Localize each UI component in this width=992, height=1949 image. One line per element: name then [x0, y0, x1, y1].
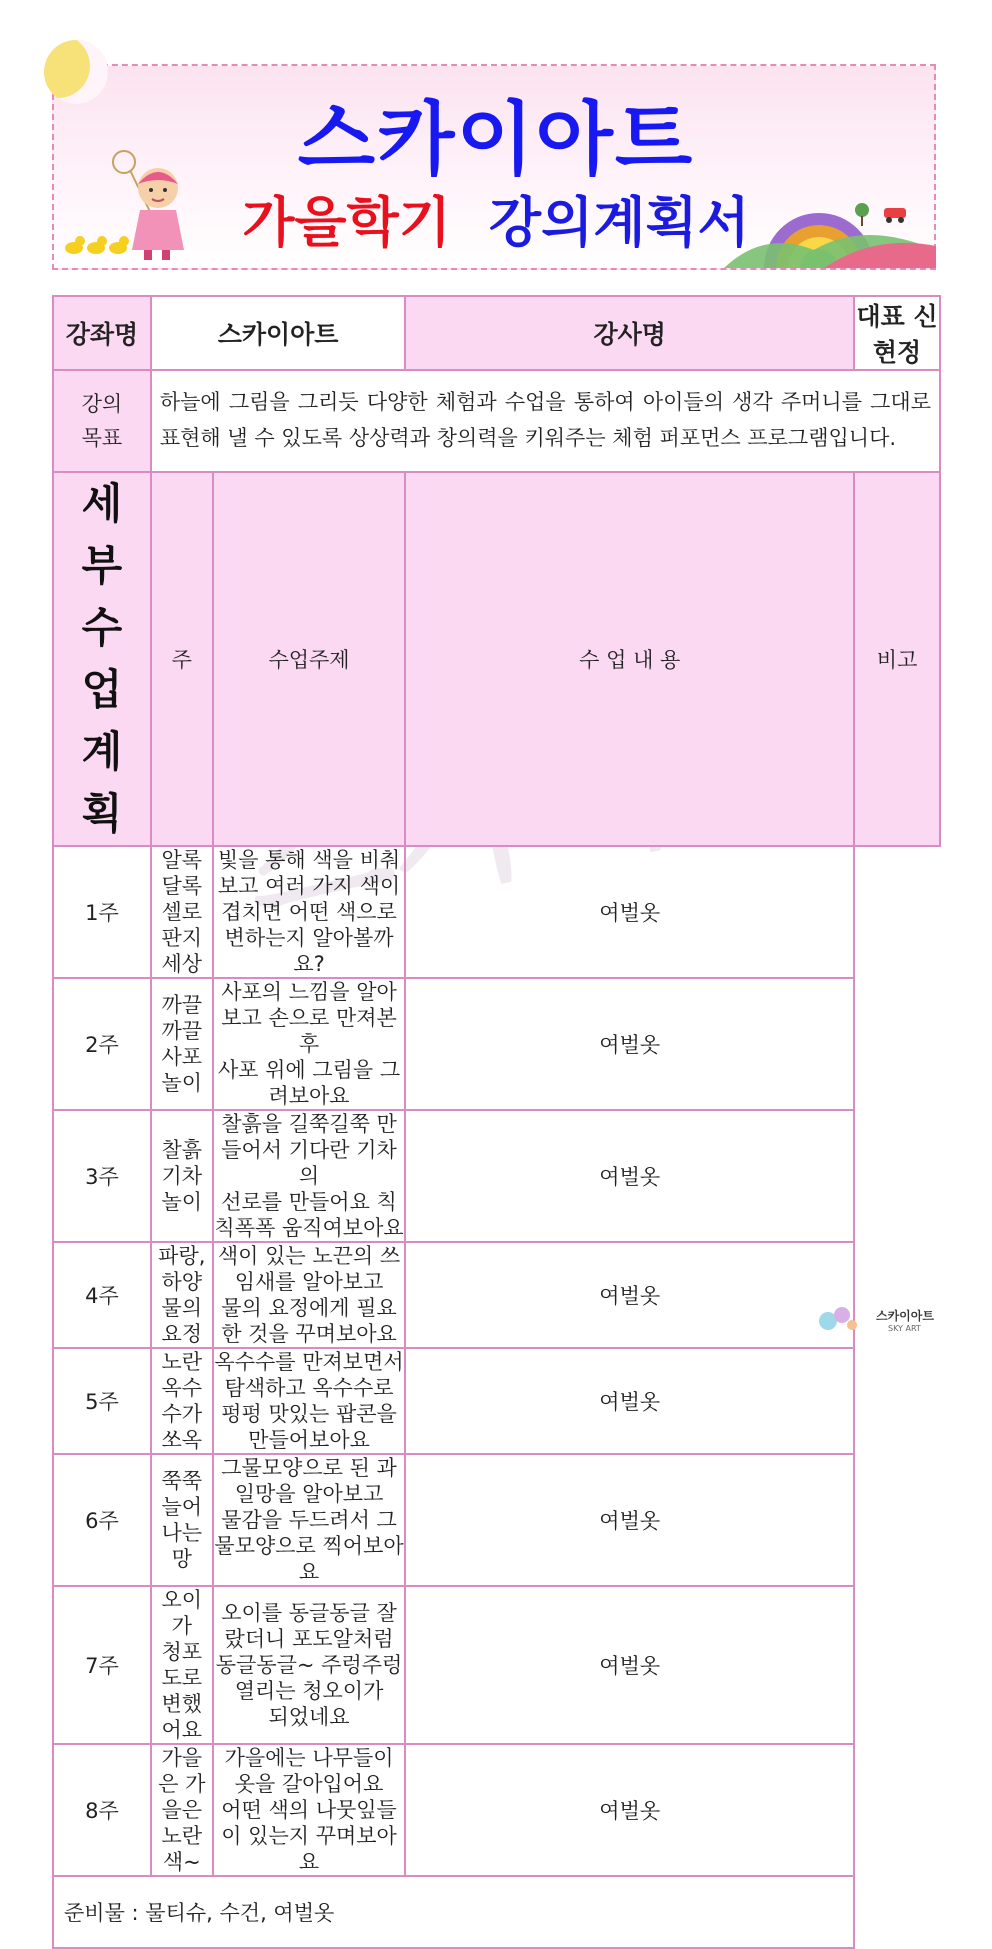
plan-row	[53, 1454, 940, 1586]
plan-topic-line: 물의 요정	[161, 1296, 203, 1346]
plan-topic	[151, 1348, 213, 1454]
plan-row	[53, 978, 940, 1110]
plan-content	[213, 1586, 406, 1744]
section-char: 업	[81, 665, 123, 714]
section-char: 세	[81, 479, 123, 528]
column-header-week: 주	[151, 472, 213, 846]
plan-topic-line: 쏘옥	[161, 1428, 203, 1452]
goal-row	[53, 370, 940, 472]
goal-label	[53, 370, 151, 472]
subtitle-semester: 가을학기	[242, 191, 451, 254]
page-title: 스카이아트	[297, 93, 695, 186]
plan-row	[53, 1348, 940, 1454]
plan-content-line: 겹치면 어떤 색으로 변하는지 알아볼까요?	[221, 900, 397, 976]
plan-content	[213, 1454, 406, 1586]
plan-note: 여벌옷	[405, 1744, 854, 1876]
plan-week: 6주	[53, 1454, 151, 1586]
plan-topic-line: 찰흙 기차놀이	[161, 1138, 203, 1214]
plan-content	[213, 1110, 406, 1242]
plan-topic-line: 알록달록	[161, 848, 203, 898]
goal-label-line2: 목표	[81, 426, 123, 450]
section-char: 수	[81, 603, 123, 652]
plan-note: 여벌옷	[405, 1348, 854, 1454]
plan-week: 1주	[53, 846, 151, 978]
plan-note: 여벌옷	[405, 978, 854, 1110]
course-info-row	[53, 296, 940, 370]
plan-topic	[151, 1110, 213, 1242]
plan-content	[213, 846, 406, 978]
plan-topic-line: 변했어요	[161, 1692, 203, 1742]
plan-content-line: 사포의 느낌을 알아보고 손으로 만져본 후	[221, 980, 397, 1056]
plan-content-line: 선로를 만들어요 칙칙폭폭 움직여보아요	[214, 1190, 404, 1240]
plan-note: 여벌옷	[405, 1586, 854, 1744]
plan-topic-line: 파랑, 하양	[158, 1244, 206, 1294]
plan-content-line: 어떤 색의 나뭇잎들이 있는지 꾸며보아요	[221, 1798, 397, 1874]
plan-content-line: 펑펑 맛있는 팝콘을 만들어보아요	[221, 1402, 397, 1452]
plan-content-line: 그물모양으로 된 과일망을 알아보고	[221, 1456, 397, 1506]
goal-text: 하늘에 그림을 그리듯 다양한 체험과 수업을 통하여 아이들의 생각 주머니를 그대로 표현해 낼 수 있도록 상상력과 창의력을 키워주는 체험 퍼포먼스 프로그램입니다.	[151, 370, 940, 472]
section-char: 획	[81, 789, 123, 838]
plan-week: 5주	[53, 1348, 151, 1454]
plan-note: 여벌옷	[405, 1242, 854, 1348]
plan-content-line: 물감을 두드려서 그물모양으로 찍어보아요	[214, 1508, 404, 1584]
plan-topic	[151, 1744, 213, 1876]
plan-topic-line: 가을은 가을은	[158, 1746, 206, 1822]
teacher-value: 대표 신현정	[854, 296, 940, 370]
plan-topic-line: 노란 옥수수가	[161, 1350, 203, 1426]
plan-content	[213, 1744, 406, 1876]
plan-row	[53, 1744, 940, 1876]
plan-content-line: 찰흙을 길쭉길쭉 만들어서 기다란 기차의	[221, 1112, 397, 1188]
plan-topic-line: 쭉쭉 늘어나는 망	[161, 1469, 203, 1571]
lecture-plan-table	[52, 295, 941, 1949]
course-label: 강좌명	[53, 296, 151, 370]
logo-sub: SKY ART	[888, 1324, 921, 1333]
supplies-text: 준비물 : 물티슈, 수건, 여벌옷	[53, 1876, 854, 1948]
plan-content-line: 물의 요정에게 필요한 것을 꾸며보아요	[221, 1296, 397, 1346]
plan-topic-line: 까끌까끌	[161, 993, 203, 1043]
plan-topic-line: 사포놀이	[161, 1045, 203, 1095]
plan-content-line: 동글동글~ 주렁주렁 열리는 청오이가	[215, 1653, 403, 1703]
plan-content	[213, 978, 406, 1110]
logo-name: 스카이아트	[876, 1309, 934, 1323]
plan-week: 8주	[53, 1744, 151, 1876]
plan-topic-line: 셀로판지 세상	[161, 900, 203, 976]
plan-content	[213, 1348, 406, 1454]
plan-topic	[151, 978, 213, 1110]
plan-topic-line: 노란색~	[161, 1824, 203, 1874]
teacher-label	[405, 296, 854, 370]
column-header-note: 비고	[854, 472, 940, 846]
plan-week: 3주	[53, 1110, 151, 1242]
moon-icon	[44, 40, 108, 104]
plan-content-line: 사포 위에 그림을 그려보아요	[217, 1058, 401, 1108]
plan-note: 여벌옷	[405, 1454, 854, 1586]
plan-header-row	[53, 472, 940, 846]
plan-note: 여벌옷	[405, 1110, 854, 1242]
plan-note: 여벌옷	[405, 846, 854, 978]
section-char: 부	[81, 541, 123, 590]
plan-topic	[151, 846, 213, 978]
plan-topic	[151, 1586, 213, 1744]
plan-content-line: 되었네요	[268, 1705, 350, 1729]
plan-content-line: 가을에는 나무들이 옷을 갈아입어요	[224, 1746, 394, 1796]
plan-content-line: 색이 있는 노끈의 쓰임새를 알아보고	[217, 1244, 401, 1294]
plan-week: 4주	[53, 1242, 151, 1348]
footer-logo	[818, 1303, 944, 1337]
plan-row	[53, 1242, 940, 1348]
plan-row	[53, 1586, 940, 1744]
course-value: 스카이아트	[151, 296, 405, 370]
supplies-row	[53, 1876, 940, 1948]
section-char: 계	[81, 727, 123, 776]
goal-label-line1: 강의	[81, 392, 123, 416]
plan-week: 2주	[53, 978, 151, 1110]
plan-week: 7주	[53, 1586, 151, 1744]
column-header-topic: 수업주제	[213, 472, 406, 846]
plan-content-line: 오이를 동글동글 잘랐더니 포도알처럼	[221, 1601, 397, 1651]
plan-section-label	[53, 472, 151, 846]
plan-content	[213, 1242, 406, 1348]
plan-topic-line: 오이가	[161, 1588, 203, 1638]
page-subtitle	[0, 191, 992, 254]
plan-row	[53, 846, 940, 978]
plan-topic	[151, 1454, 213, 1586]
column-header-content: 수 업 내 용	[405, 472, 854, 846]
plan-topic	[151, 1242, 213, 1348]
plan-content-line: 옥수수를 만져보면서 탐색하고 옥수수로	[214, 1350, 404, 1400]
plan-content-line: 빛을 통해 색을 비춰보고 여러 가지 색이	[217, 848, 401, 898]
plan-topic-line: 청포도로	[161, 1640, 203, 1690]
plan-row	[53, 1110, 940, 1242]
teacher-label-text: 강사명	[593, 320, 666, 349]
subtitle-plan: 강의계획서	[488, 191, 750, 254]
